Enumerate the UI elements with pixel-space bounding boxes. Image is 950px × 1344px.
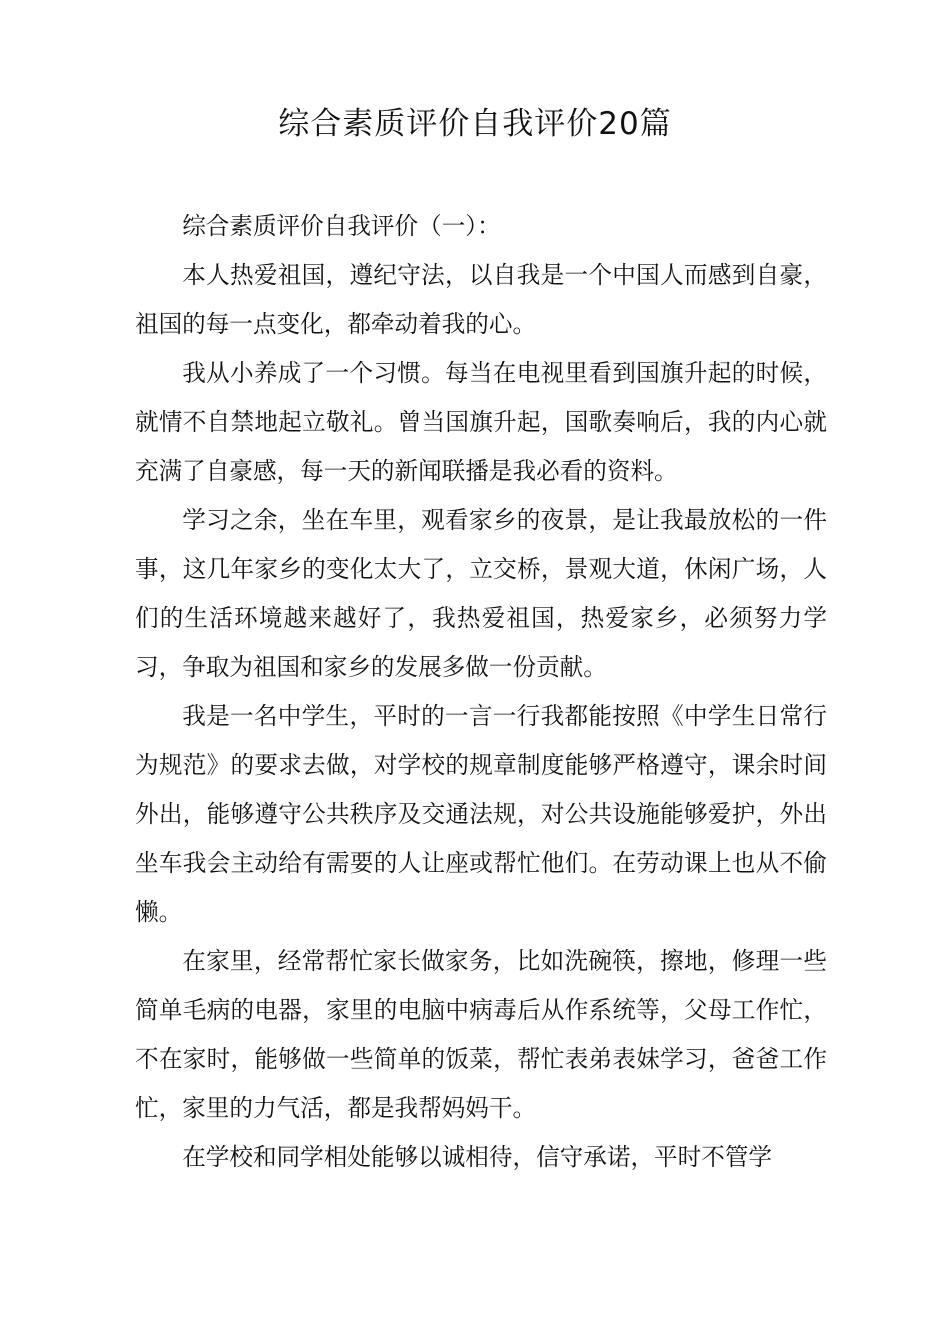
document-title: 综合素质评价自我评价20篇 (278, 106, 672, 142)
paragraph: 本人热爱祖国，遵纪守法，以自我是一个中国人而感到自豪，祖国的每一点变化，都牵动着我的心。 (135, 261, 827, 338)
paragraph: 我是一名中学生，平时的一言一行我都能按照《中学生日常行为规范》的要求去做，对学校的规章制度能够严格遵守，课余时间外出，能够遵守公共秩序及交通法规，对公共设施能够爱护，外出坐车我会主动给有需要的人让座或帮忙他们。在劳动课上也从不偷懒。 (135, 702, 827, 926)
paragraph: 在学校和同学相处能够以诚相待，信守承诺，平时不管学 (182, 1143, 773, 1171)
paragraph: 在家里，经常帮忙家长做家务，比如洗碗筷，擦地，修理一些简单毛病的电器，家里的电脑中病毒后从作系统等，父母工作忙，不在家时，能够做一些简单的饭菜，帮忙表弟表妹学习，爸爸工作忙，家里的力气活，都是我帮妈妈干。 (135, 947, 827, 1122)
paragraph-section-heading: 综合素质评价自我评价（一）： (182, 212, 501, 240)
paragraph: 学习之余，坐在车里，观看家乡的夜景，是让我最放松的一件事，这几年家乡的变化太大了，立交桥，景观大道，休闲广场，人们的生活环境越来越好了，我热爱祖国，热爱家乡，必须努力学习，争取为祖国和家乡的发展多做一份贡献。 (135, 506, 827, 681)
paragraph: 我从小养成了一个习惯。每当在电视里看到国旗升起的时候，就情不自禁地起立敬礼。曾当国旗升起，国歌奏响后，我的内心就充满了自豪感，每一天的新闻联播是我必看的资料。 (135, 359, 827, 485)
document-body (135, 202, 827, 1182)
